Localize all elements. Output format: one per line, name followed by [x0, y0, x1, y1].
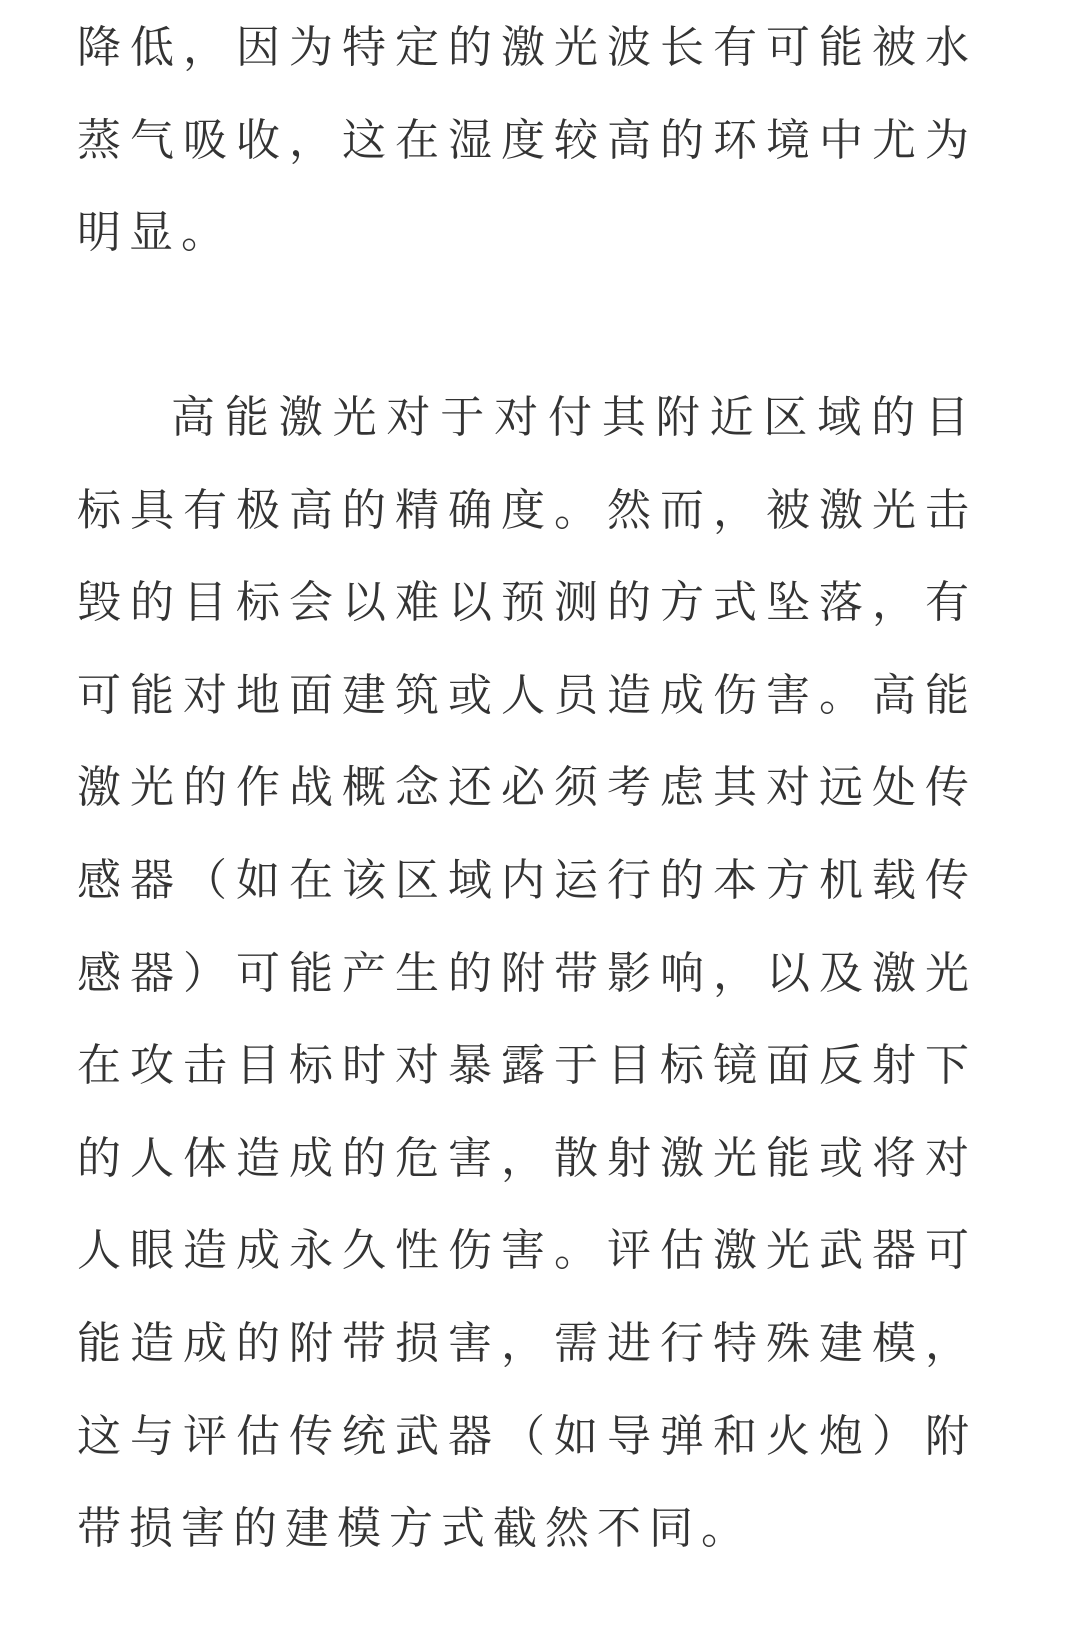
paragraph-2: 高能激光对于对付其附近区域的目标具有极高的精确度。然而，被激光击毁的目标会以难以预测的方式坠落，有可能对地面建筑或人员造成伤害。高能激光的作战概念还必须考虑其对远处传感器（如在该区域内运行的本方机载传感器）可能产生的附带影响，以及激光在攻击目标时对暴露于目标镜面反射下的人体造成的危害，散射激光能或将对人眼造成永久性伤害。评估激光武器可能造成的附带损害，需进行特殊建模，这与评估传统武器（如导弹和火炮）附带损害的建模方式截然不同。 [77, 392, 977, 1555]
paragraph-1: 降低，因为特定的激光波长有可能被水蒸气吸收，这在湿度较高的环境中尤为明显。 [77, 22, 977, 259]
